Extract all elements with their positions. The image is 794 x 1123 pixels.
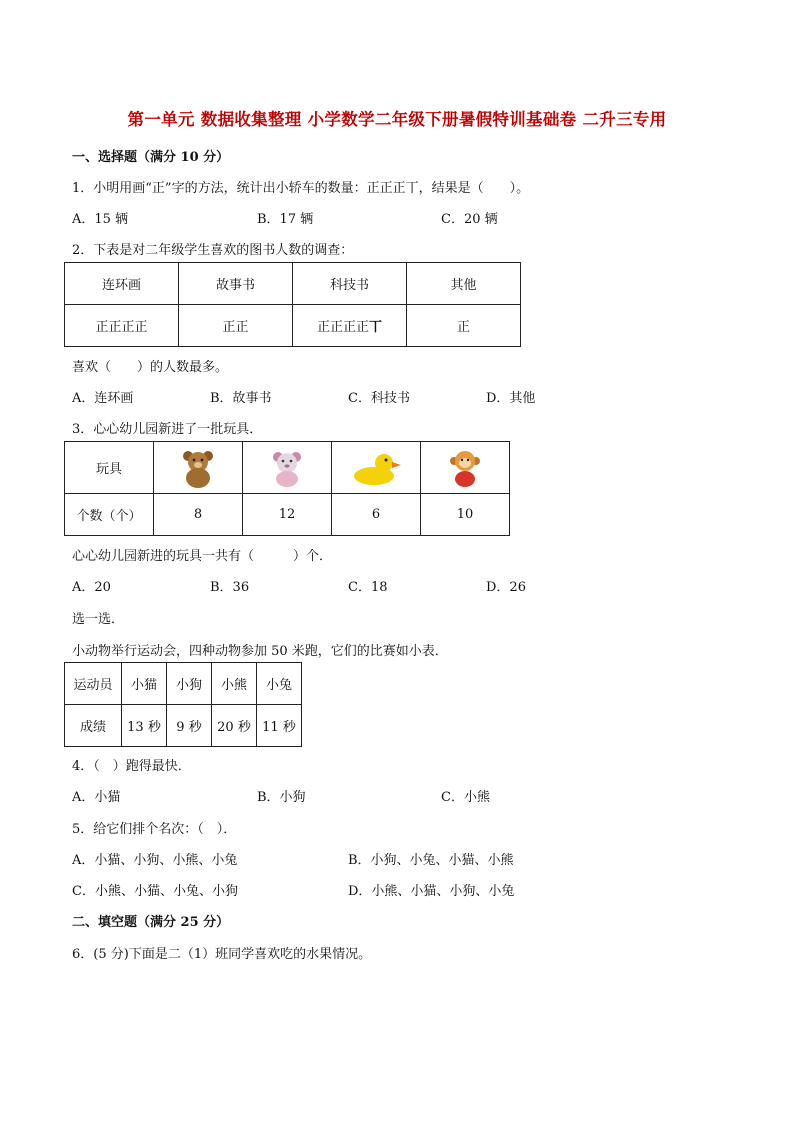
race-result-cell: 成绩: [65, 705, 122, 747]
q2-option-d: D．其他: [486, 391, 536, 406]
question-3-text: 3．心心幼儿园新进了一批玩具．: [72, 422, 263, 437]
book-header-cell: 科技书: [293, 263, 407, 305]
question-2-text: 2．下表是对二年级学生喜欢的图书人数的调查：: [72, 243, 354, 258]
q2-option-a: A．连环画: [72, 391, 134, 406]
question-1-text: 1．小明用画“正”字的方法，统计出小轿车的数量：正正正丅，结果是（ ）。: [72, 181, 530, 196]
book-header-cell: 其他: [407, 263, 521, 305]
race-header-cell: 小狗: [167, 663, 212, 705]
question-4-text: 4．（ ）跑得最快．: [72, 759, 191, 774]
q2-option-b: B．故事书: [210, 391, 272, 406]
q1-option-b: B．17 辆: [257, 212, 314, 227]
section-heading-choice: 一、选择题（满分 10 分）: [72, 150, 230, 165]
q3-option-d: D．26: [486, 580, 526, 595]
q3-option-b: B．36: [210, 580, 250, 595]
question-6-text: 6．(5 分)下面是二（1）班同学喜欢吃的水果情况。: [72, 947, 372, 962]
book-tally-cell: 正正正正: [65, 305, 179, 347]
question-2-follow: 喜欢（ ）的人数最多。: [72, 360, 229, 375]
q5-option-a: A．小猫、小狗、小熊、小兔: [72, 853, 238, 868]
book-tally-cell: [293, 305, 407, 347]
q5-option-d: D．小熊、小猫、小狗、小兔: [348, 884, 515, 899]
teddy-bear-icon: [154, 442, 243, 494]
race-header-cell: 小猫: [122, 663, 167, 705]
q2-option-c: C．科技书: [348, 391, 410, 406]
tally-extra-mark: 丅: [369, 320, 383, 335]
book-survey-table: [64, 262, 521, 347]
monkey-toy-icon: [421, 442, 510, 494]
toy-count-cell: 8: [154, 494, 243, 536]
q4-option-c: C．小熊: [441, 790, 490, 805]
race-result-cell: 13 秒: [122, 705, 167, 747]
section-heading-fill: 二、填空题（满分 25 分）: [72, 915, 230, 930]
toy-count-cell: 6: [332, 494, 421, 536]
toy-table: [64, 441, 510, 536]
q5-option-c: C．小熊、小猫、小兔、小狗: [72, 884, 238, 899]
q5-option-b: B．小狗、小兔、小猫、小熊: [348, 853, 514, 868]
book-header-cell: 连环画: [65, 263, 179, 305]
book-tally-cell: 正正: [179, 305, 293, 347]
race-header-cell: 小兔: [257, 663, 302, 705]
q1-option-c: C．20 辆: [441, 212, 498, 227]
race-description: 小动物举行运动会，四种动物参加 50 米跑，它们的比赛如小表．: [72, 644, 448, 659]
race-result-cell: 20 秒: [212, 705, 257, 747]
toy-count-cell: 10: [421, 494, 510, 536]
q4-option-b: B．小狗: [257, 790, 306, 805]
page-title: 第一单元 数据收集整理 小学数学二年级下册暑假特训基础卷 二升三专用: [127, 110, 667, 129]
race-table: [64, 662, 302, 747]
race-header-cell: 小熊: [212, 663, 257, 705]
toy-row-label: 个数（个）: [65, 494, 154, 536]
q4-option-a: A．小猫: [72, 790, 121, 805]
toy-count-cell: 12: [243, 494, 332, 536]
q3-option-c: C．18: [348, 580, 388, 595]
race-result-cell: 11 秒: [257, 705, 302, 747]
book-header-cell: 故事书: [179, 263, 293, 305]
pink-bear-icon: [243, 442, 332, 494]
tally-marks: 正正正正: [316, 320, 369, 335]
book-tally-cell: 正: [407, 305, 521, 347]
q3-option-a: A．20: [72, 580, 111, 595]
toy-row-label: 玩具: [65, 442, 154, 494]
question-5-text: 5．给它们排个名次：（ ）．: [72, 822, 237, 837]
q1-option-a: A．15 辆: [72, 212, 129, 227]
race-header-cell: 运动员: [65, 663, 122, 705]
race-result-cell: 9 秒: [167, 705, 212, 747]
question-3-follow: 心心幼儿园新进的玩具一共有（ ）个．: [72, 549, 333, 564]
select-intro: 选一选．: [72, 612, 125, 627]
rubber-duck-icon: [332, 442, 421, 494]
